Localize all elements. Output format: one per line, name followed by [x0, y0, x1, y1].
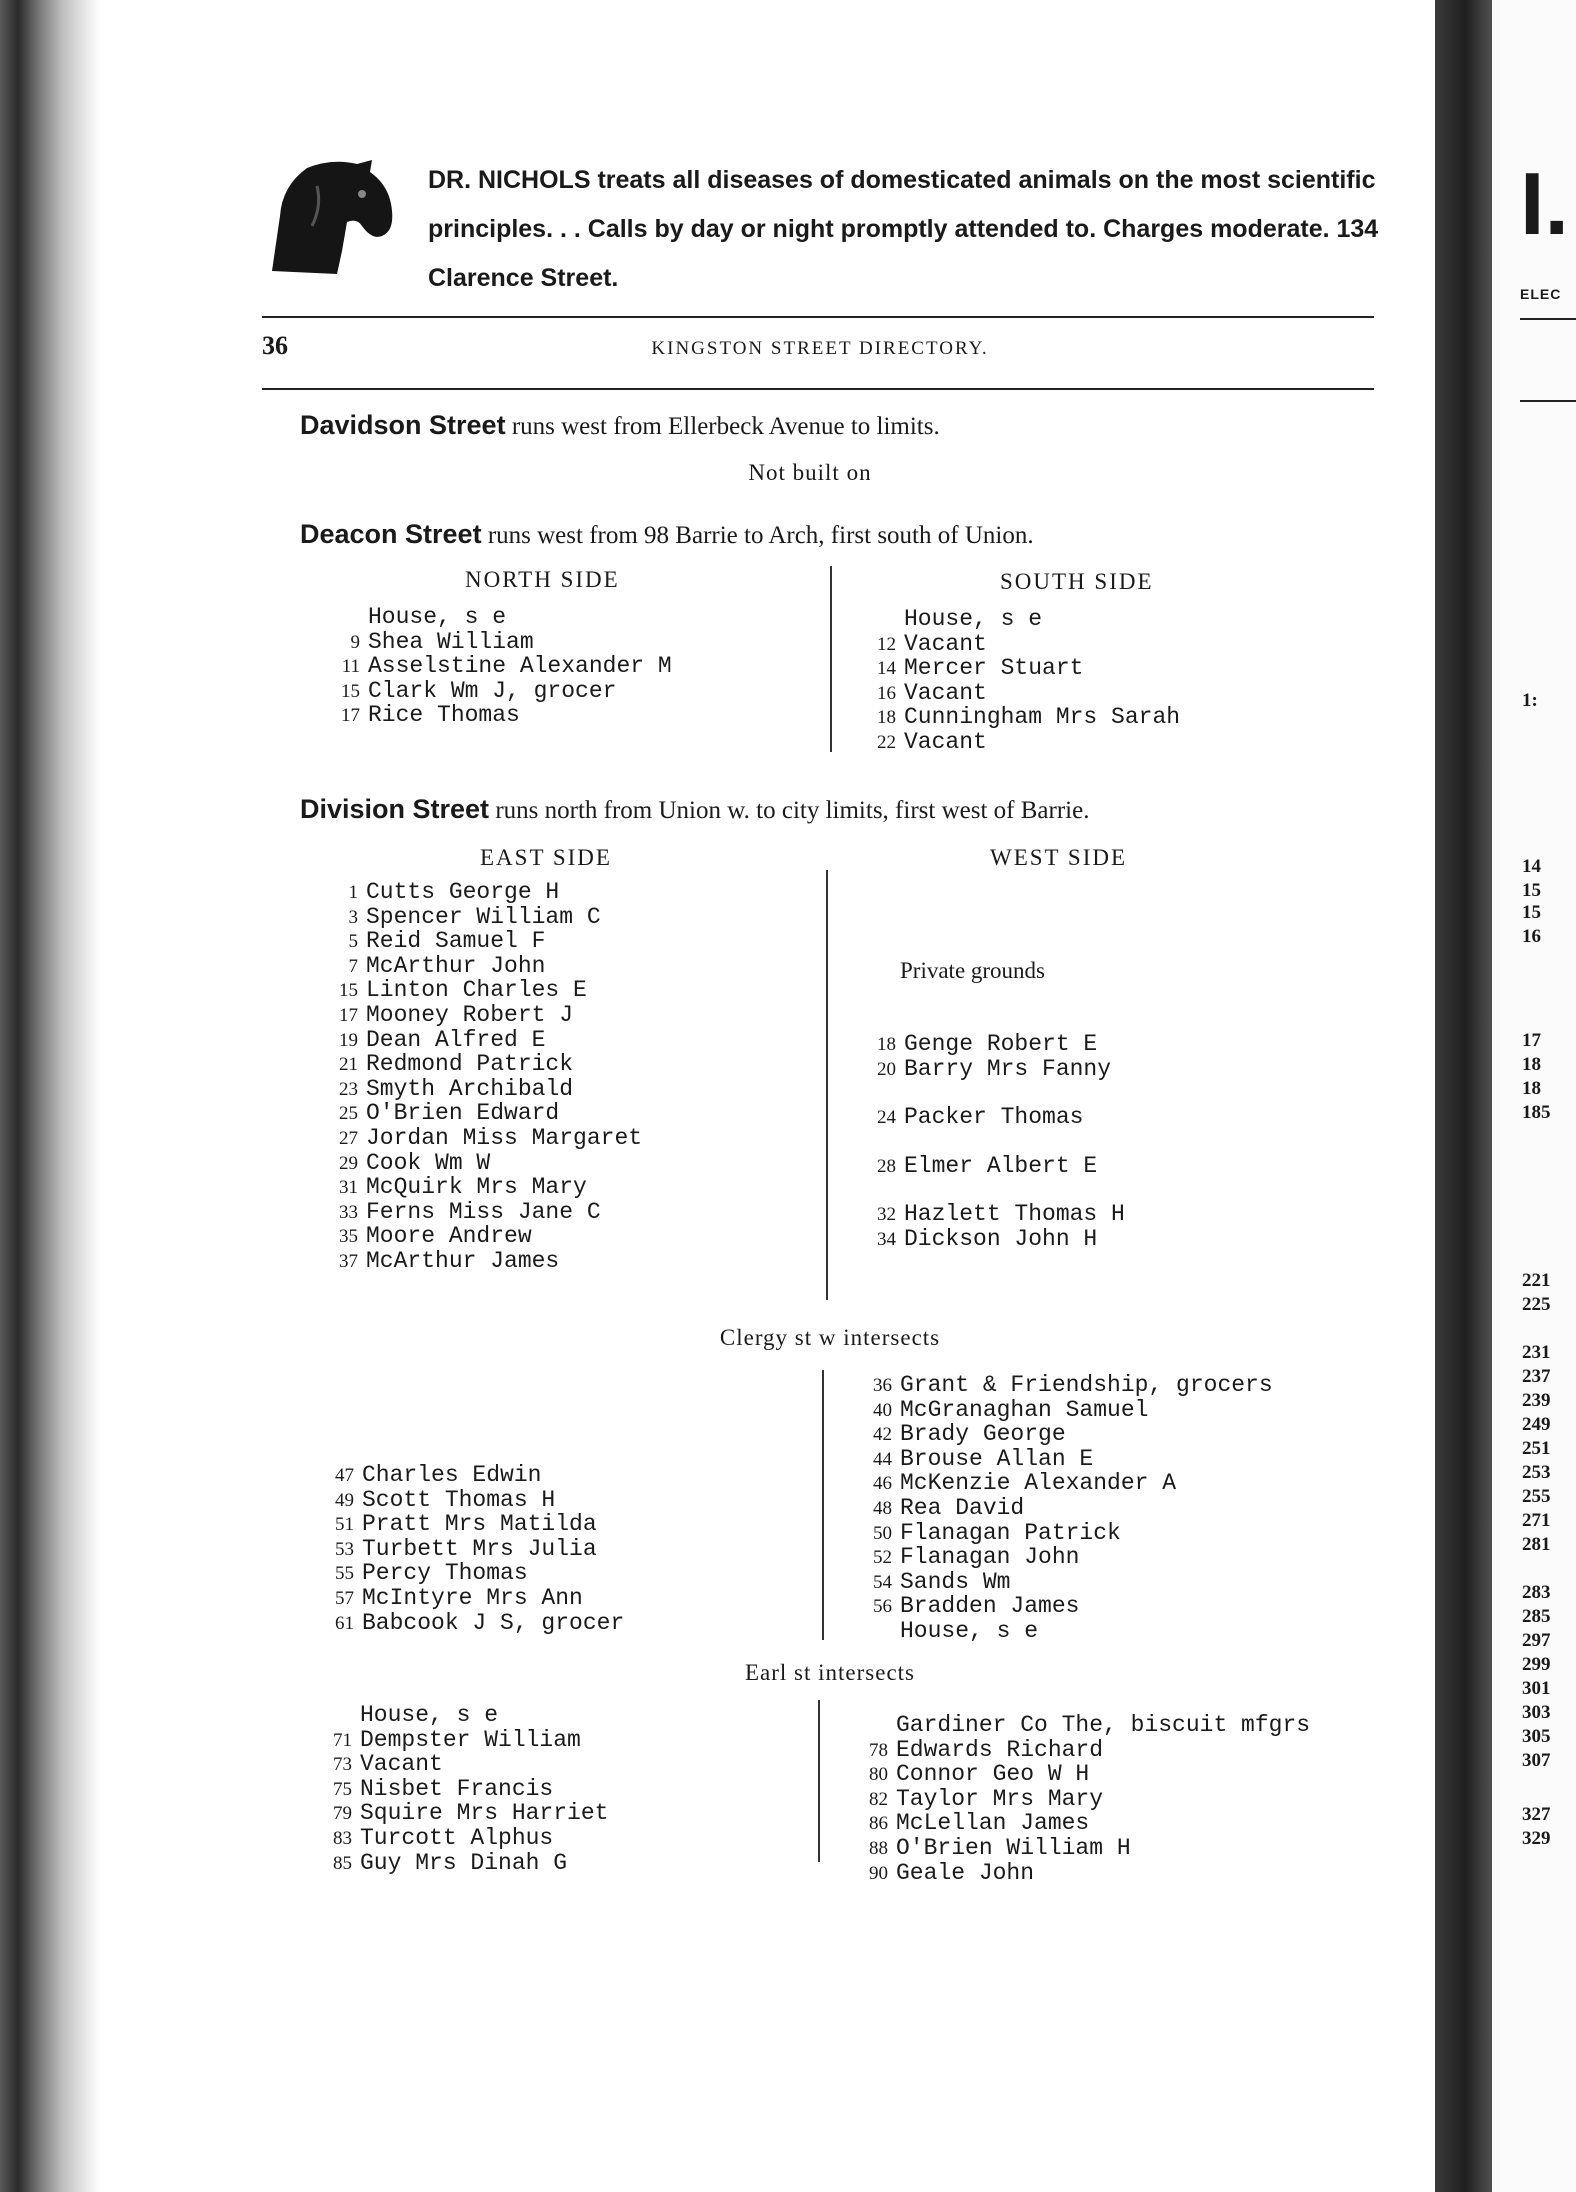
house-number: 14 [877, 658, 896, 680]
resident-name: Vacant [904, 728, 987, 755]
house-number: 33 [339, 1201, 358, 1223]
directory-entry [848, 1811, 1310, 1836]
resident-name: Connor Geo W H [896, 1761, 1090, 1788]
facing-page-number: 299 [1522, 1654, 1551, 1675]
page-number: 36 [262, 331, 288, 360]
facing-page-number: 255 [1522, 1486, 1551, 1507]
directory-entry [848, 1738, 1310, 1763]
resident-name: Packer Thomas [904, 1104, 1084, 1131]
house-number: 29 [339, 1152, 358, 1174]
resident-name: Dempster William [360, 1726, 581, 1753]
house-number: 28 [877, 1155, 896, 1177]
directory-entry [856, 656, 1180, 681]
house-number: 25 [339, 1103, 358, 1125]
resident-name: McArthur John [366, 952, 546, 979]
resident-name: Grant & Friendship, grocers [900, 1372, 1273, 1398]
house-number: 54 [873, 1571, 892, 1593]
house-number: 1 [348, 882, 358, 903]
house-number: 27 [339, 1127, 358, 1149]
street-description: runs west from 98 Barrie to Arch, first south of Union. [487, 522, 1034, 549]
street-name: Deacon Street [300, 519, 482, 549]
resident-name: O'Brien Edward [366, 1100, 560, 1127]
facing-page-number: 297 [1522, 1630, 1551, 1651]
directory-entry [312, 1777, 608, 1802]
resident-name: House, s e [904, 606, 1043, 632]
directory-entry [318, 905, 642, 930]
house-number: 17 [339, 1004, 358, 1026]
directory-entry [852, 1447, 1273, 1472]
directory-entry [318, 1175, 642, 1200]
resident-name: Jordan Miss Margaret [366, 1124, 643, 1151]
resident-name: Scott Thomas H [362, 1486, 556, 1513]
directory-entry [314, 1512, 624, 1537]
directory-entry [856, 730, 1180, 755]
directory-entry [856, 1032, 1125, 1057]
facing-page-number: 253 [1522, 1462, 1551, 1483]
house-number: 19 [339, 1029, 358, 1051]
directory-entry [320, 679, 672, 704]
house-number: 7 [348, 955, 358, 977]
directory-entry [314, 1586, 624, 1611]
house-number: 31 [339, 1177, 358, 1199]
directory-entry [318, 1151, 642, 1176]
facing-page-number: 15 [1522, 880, 1541, 901]
deacon-south-list [856, 607, 1180, 755]
house-number: 23 [339, 1078, 358, 1100]
facing-page-number: 301 [1522, 1678, 1551, 1699]
facing-page-number: 327 [1522, 1804, 1551, 1825]
house-number: 17 [341, 705, 360, 727]
house-number: 86 [869, 1813, 888, 1835]
directory-entry [314, 1488, 624, 1513]
resident-name: Barry Mrs Fanny [904, 1055, 1112, 1082]
clergy-intersects: Clergy st w intersects [719, 1325, 941, 1350]
house-number: 40 [873, 1399, 892, 1421]
resident-name: Ferns Miss Jane C [366, 1198, 601, 1225]
resident-name: Pratt Mrs Matilda [362, 1511, 597, 1538]
directory-entry [318, 929, 642, 954]
directory-entry [318, 1077, 642, 1102]
resident-name: McIntyre Mrs Ann [362, 1584, 583, 1611]
facing-page-number: 251 [1522, 1438, 1551, 1459]
directory-entry [856, 632, 1180, 657]
house-number: 56 [873, 1596, 892, 1618]
east-side-heading: EAST SIDE [480, 845, 612, 870]
directory-entry [318, 1052, 642, 1077]
facing-page-number: 18 [1522, 1054, 1541, 1075]
house-number: 18 [877, 1034, 896, 1055]
facing-page-number: 237 [1522, 1366, 1551, 1387]
house-number: 82 [869, 1788, 888, 1810]
directory-entry [312, 1752, 608, 1777]
column-divider [818, 1700, 820, 1862]
house-number: 34 [877, 1228, 896, 1250]
directory-entry [852, 1471, 1273, 1496]
directory-entry [852, 1545, 1273, 1570]
directory-entry [856, 1154, 1125, 1179]
directory-entry [312, 1826, 608, 1851]
directory-entry [320, 630, 672, 655]
resident-name: House, s e [368, 604, 507, 630]
house-number: 61 [335, 1612, 354, 1634]
street-name: Davidson Street [300, 410, 506, 440]
resident-name: Squire Mrs Harriet [360, 1800, 609, 1827]
column-divider [826, 870, 828, 1300]
house-number: 78 [869, 1739, 888, 1761]
resident-name: Brouse Allan E [900, 1445, 1094, 1472]
directory-entry [852, 1619, 1273, 1644]
resident-name: McQuirk Mrs Mary [366, 1174, 587, 1201]
resident-name: Redmond Patrick [366, 1051, 574, 1078]
directory-entry [312, 1801, 608, 1826]
resident-name: Percy Thomas [362, 1560, 528, 1587]
resident-name: Cutts George H [366, 879, 560, 905]
resident-name: Genge Robert E [904, 1031, 1098, 1057]
directory-entry [852, 1594, 1273, 1619]
resident-name: Clark Wm J, grocer [368, 677, 617, 704]
ad-divider [262, 316, 1374, 318]
house-number: 3 [348, 906, 358, 928]
house-number: 83 [333, 1827, 352, 1849]
street-name: Division Street [300, 794, 490, 824]
division-street-heading [300, 794, 1089, 825]
facing-page-number: 329 [1522, 1828, 1551, 1849]
resident-name: Vacant [904, 679, 987, 706]
resident-name: Spencer William C [366, 903, 601, 930]
division-east-list-3 [312, 1703, 608, 1875]
directory-entry [852, 1496, 1273, 1521]
facing-page-letter: I. [1520, 154, 1569, 253]
resident-name: Turbett Mrs Julia [362, 1535, 597, 1562]
house-number: 80 [869, 1764, 888, 1786]
directory-entry [312, 1728, 608, 1753]
resident-name: McGranaghan Samuel [900, 1396, 1149, 1423]
directory-entry [856, 705, 1180, 730]
not-built-note: Not built on [748, 460, 872, 485]
resident-name: Taylor Mrs Mary [896, 1785, 1104, 1812]
directory-entry [852, 1398, 1273, 1423]
column-divider [830, 566, 832, 752]
advertisement-text: DR. NICHOLS treats all diseases of domesticated animals on the most scientific principles. . . Calls by day or night promptly attended to. Charges moderate. 134 Clarence Street. [428, 166, 1379, 292]
directory-entry [848, 1713, 1310, 1738]
resident-name: Flanagan John [900, 1544, 1080, 1571]
directory-entry [856, 1202, 1125, 1227]
facing-page-number: 283 [1522, 1582, 1551, 1603]
resident-name: McArthur James [366, 1247, 560, 1274]
resident-name: Turcott Alphus [360, 1824, 554, 1851]
facing-page [1492, 0, 1576, 2192]
book-binding-left [0, 0, 100, 2192]
facing-page-number: 285 [1522, 1606, 1551, 1627]
division-west-list-1 [856, 1032, 1125, 1252]
directory-entry [848, 1762, 1310, 1787]
directory-entry [314, 1463, 624, 1488]
directory-entry [856, 681, 1180, 706]
house-number: 73 [333, 1754, 352, 1776]
running-title: KINGSTON STREET DIRECTORY. [651, 338, 989, 359]
house-number: 52 [873, 1547, 892, 1569]
division-east-list-1 [318, 880, 642, 1274]
resident-name: Bradden James [900, 1593, 1080, 1620]
directory-entry [320, 654, 672, 679]
facing-page-number: 221 [1522, 1270, 1551, 1291]
resident-name: Mooney Robert J [366, 1001, 574, 1028]
division-east-list-2 [314, 1463, 624, 1635]
resident-name: Rice Thomas [368, 702, 520, 729]
street-description: runs west from Ellerbeck Avenue to limits. [511, 413, 940, 440]
facing-page-number: 185 [1522, 1102, 1551, 1123]
facing-page-number: 281 [1522, 1534, 1551, 1555]
directory-entry [314, 1561, 624, 1586]
house-number: 79 [333, 1803, 352, 1825]
house-number: 16 [877, 682, 896, 704]
resident-name: McKenzie Alexander A [900, 1470, 1177, 1497]
resident-name: Linton Charles E [366, 977, 587, 1004]
west-side-heading: WEST SIDE [990, 845, 1128, 870]
resident-name: Babcook J S, grocer [362, 1609, 625, 1636]
directory-entry [318, 1101, 642, 1126]
division-west-list-3 [848, 1713, 1310, 1885]
resident-name: McLellan James [896, 1810, 1090, 1837]
house-number: 5 [348, 931, 358, 953]
resident-name: Edwards Richard [896, 1736, 1104, 1763]
resident-name: Dickson John H [904, 1225, 1098, 1252]
facing-page-number: 18 [1522, 1078, 1541, 1099]
house-number: 44 [873, 1448, 892, 1470]
resident-name: Shea William [368, 628, 534, 655]
house-number: 53 [335, 1538, 354, 1560]
house-number: 35 [339, 1226, 358, 1248]
resident-name: House, s e [360, 1702, 499, 1728]
earl-intersects: Earl st intersects [744, 1660, 915, 1685]
house-number: 55 [335, 1563, 354, 1585]
directory-entry [320, 605, 672, 630]
deacon-street-heading [300, 519, 1034, 550]
directory-entry [848, 1787, 1310, 1812]
house-number: 21 [339, 1054, 358, 1076]
directory-entry [318, 954, 642, 979]
deacon-north-list [320, 605, 672, 728]
directory-entry [318, 1028, 642, 1053]
davidson-street-heading [300, 410, 940, 441]
directory-entry [320, 703, 672, 728]
resident-name: Charles Edwin [362, 1462, 542, 1488]
house-number: 15 [341, 680, 360, 702]
facing-page-number: 307 [1522, 1750, 1551, 1771]
house-number: 20 [877, 1058, 896, 1080]
facing-page-number: 1: [1522, 690, 1538, 711]
facing-page-subtitle: ELEC [1520, 286, 1562, 302]
resident-name: Brady George [900, 1421, 1066, 1448]
house-number: 75 [333, 1778, 352, 1800]
resident-name: Vacant [360, 1751, 443, 1778]
house-number: 85 [333, 1852, 352, 1874]
resident-name: Elmer Albert E [904, 1152, 1098, 1179]
directory-entry [848, 1836, 1310, 1861]
resident-name: O'Brien William H [896, 1834, 1131, 1861]
directory-entry [314, 1537, 624, 1562]
house-number: 15 [339, 980, 358, 1002]
resident-name: Guy Mrs Dinah G [360, 1849, 568, 1876]
facing-page-number: 15 [1522, 902, 1541, 923]
directory-entry [852, 1373, 1273, 1398]
column-divider [822, 1370, 824, 1640]
resident-name: Sands Wm [900, 1568, 1011, 1595]
directory-entry [318, 1224, 642, 1249]
house-number: 22 [877, 731, 896, 753]
house-number: 32 [877, 1204, 896, 1226]
house-number: 24 [877, 1107, 896, 1129]
house-number: 42 [873, 1424, 892, 1446]
directory-entry [312, 1851, 608, 1876]
resident-name: Reid Samuel F [366, 928, 546, 955]
resident-name: House, s e [900, 1617, 1039, 1644]
north-side-heading: NORTH SIDE [465, 567, 620, 592]
resident-name: Cook Wm W [366, 1149, 491, 1176]
house-number: 57 [335, 1587, 354, 1609]
resident-name: Rea David [900, 1494, 1025, 1521]
directory-entry [318, 978, 642, 1003]
facing-page-rule [1520, 318, 1576, 320]
facing-page-number: 14 [1522, 856, 1541, 877]
directory-entry [856, 1057, 1125, 1082]
facing-page-rule [1520, 400, 1576, 402]
house-number: 71 [333, 1729, 352, 1751]
street-description: runs north from Union w. to city limits, first west of Barrie. [495, 797, 1090, 824]
resident-name: Mercer Stuart [904, 655, 1084, 682]
directory-entry [318, 1126, 642, 1151]
house-number: 37 [339, 1250, 358, 1272]
resident-name: Smyth Archibald [366, 1075, 574, 1102]
resident-name: Asselstine Alexander M [368, 653, 672, 680]
house-number: 11 [341, 656, 360, 678]
directory-entry [312, 1703, 608, 1728]
house-number: 90 [869, 1862, 888, 1884]
directory-entry [318, 1200, 642, 1225]
facing-page-number: 271 [1522, 1510, 1551, 1531]
directory-entry [318, 880, 642, 905]
facing-page-number: 239 [1522, 1390, 1551, 1411]
facing-page-number: 225 [1522, 1294, 1551, 1315]
directory-entry [318, 1003, 642, 1028]
house-number: 18 [877, 707, 896, 729]
resident-name: Vacant [904, 630, 987, 657]
south-side-heading: SOUTH SIDE [1000, 569, 1154, 594]
house-number: 36 [873, 1375, 892, 1396]
resident-name: Hazlett Thomas H [904, 1201, 1125, 1228]
directory-entry [852, 1422, 1273, 1447]
directory-entry [848, 1861, 1310, 1886]
directory-entry [314, 1611, 624, 1636]
resident-name: Dean Alfred E [366, 1026, 546, 1053]
house-number: 12 [877, 633, 896, 655]
facing-page-number: 303 [1522, 1702, 1551, 1723]
house-number: 49 [335, 1489, 354, 1511]
horse-head-icon [262, 156, 397, 276]
house-number: 51 [335, 1514, 354, 1536]
header-divider [262, 388, 1374, 390]
resident-name: Nisbet Francis [360, 1775, 554, 1802]
private-grounds-note: Private grounds [900, 958, 1046, 983]
house-number: 9 [350, 631, 360, 653]
directory-entry [856, 1105, 1125, 1130]
house-number: 88 [869, 1837, 888, 1859]
facing-page-number: 305 [1522, 1726, 1551, 1747]
directory-entry [318, 1249, 642, 1274]
house-number: 47 [335, 1465, 354, 1486]
resident-name: Flanagan Patrick [900, 1519, 1121, 1546]
house-number: 50 [873, 1522, 892, 1544]
house-number: 46 [873, 1473, 892, 1495]
division-west-list-2 [852, 1373, 1273, 1644]
resident-name: Gardiner Co The, biscuit mfgrs [896, 1712, 1311, 1738]
resident-name: Geale John [896, 1859, 1035, 1886]
directory-entry [856, 1227, 1125, 1252]
resident-name: Cunningham Mrs Sarah [904, 704, 1181, 731]
directory-entry [852, 1570, 1273, 1595]
facing-page-number: 16 [1522, 926, 1541, 947]
house-number: 48 [873, 1497, 892, 1519]
directory-entry [852, 1521, 1273, 1546]
facing-page-number: 17 [1522, 1030, 1541, 1051]
facing-page-number: 249 [1522, 1414, 1551, 1435]
facing-page-number: 231 [1522, 1342, 1551, 1363]
directory-entry [856, 607, 1180, 632]
resident-name: Moore Andrew [366, 1223, 532, 1250]
